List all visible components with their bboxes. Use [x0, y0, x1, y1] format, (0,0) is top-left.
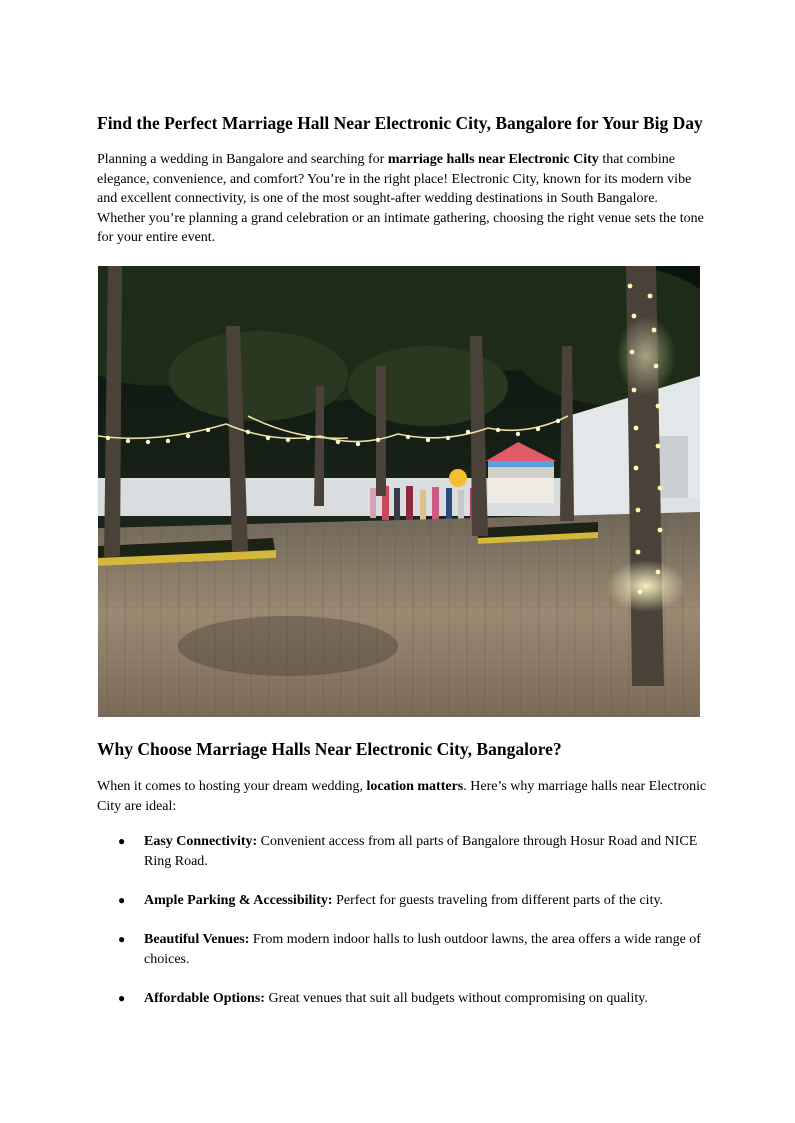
reasons-list — [97, 832, 707, 1028]
item-label: Affordable Options: — [144, 990, 265, 1006]
list-item — [97, 832, 707, 871]
tree-shadow — [178, 616, 398, 676]
list-item — [97, 989, 707, 1009]
bullet-icon: ● — [118, 931, 126, 946]
intro-keyword: marriage halls near Electronic City — [387, 152, 599, 167]
section-lead — [97, 777, 707, 816]
item-text: From modern indoor halls to lush outdoor lawns, the area offers a wide range of choices. — [144, 931, 701, 967]
lead-text-start: When it comes to hosting your dream wedding, — [97, 779, 367, 794]
item-text: Great venues that suit all budgets without compromising on quality. — [264, 990, 648, 1006]
tree-canopy — [98, 266, 700, 426]
list-item — [97, 930, 707, 969]
light-glow — [606, 560, 686, 612]
intro-text-start: Planning a wedding in Bangalore and searching for — [97, 152, 388, 167]
item-label: Beautiful Venues: — [144, 931, 250, 947]
venue-night-photo — [98, 266, 700, 717]
item-text: Convenient access from all parts of Bangalore through Hosur Road and NICE Ring Road. — [144, 834, 698, 869]
item-text: Perfect for guests traveling from different parts of the city. — [332, 892, 664, 908]
bullet-icon: ● — [118, 892, 126, 907]
item-label: Easy Connectivity: — [144, 834, 258, 849]
item-label: Ample Parking & Accessibility: — [144, 892, 333, 908]
page-title: Find the Perfect Marriage Hall Near Electronic City, Bangalore for Your Big Day — [97, 113, 703, 133]
lead-text-end: . Here’s why marriage halls near Electronic City are ideal: — [97, 779, 707, 814]
section-heading: Why Choose Marriage Halls Near Electronic City, Bangalore? — [97, 739, 562, 759]
lead-keyword: location matters — [366, 779, 464, 794]
intro-paragraph — [97, 150, 707, 248]
bullet-icon: ● — [118, 834, 126, 848]
bullet-icon: ● — [118, 990, 126, 1005]
list-item — [97, 891, 707, 911]
intro-text-end: that combine elegance, convenience, and comfort? You’re in the right place! Electronic City, known for its modern vibe and excellent connectivity, is one of the most sought-after wedding destinations in South Bangalore. Whether you’re planning a grand celebration or an intimate gathering, choosing the right venue sets the tone for your entire event. — [97, 152, 704, 246]
